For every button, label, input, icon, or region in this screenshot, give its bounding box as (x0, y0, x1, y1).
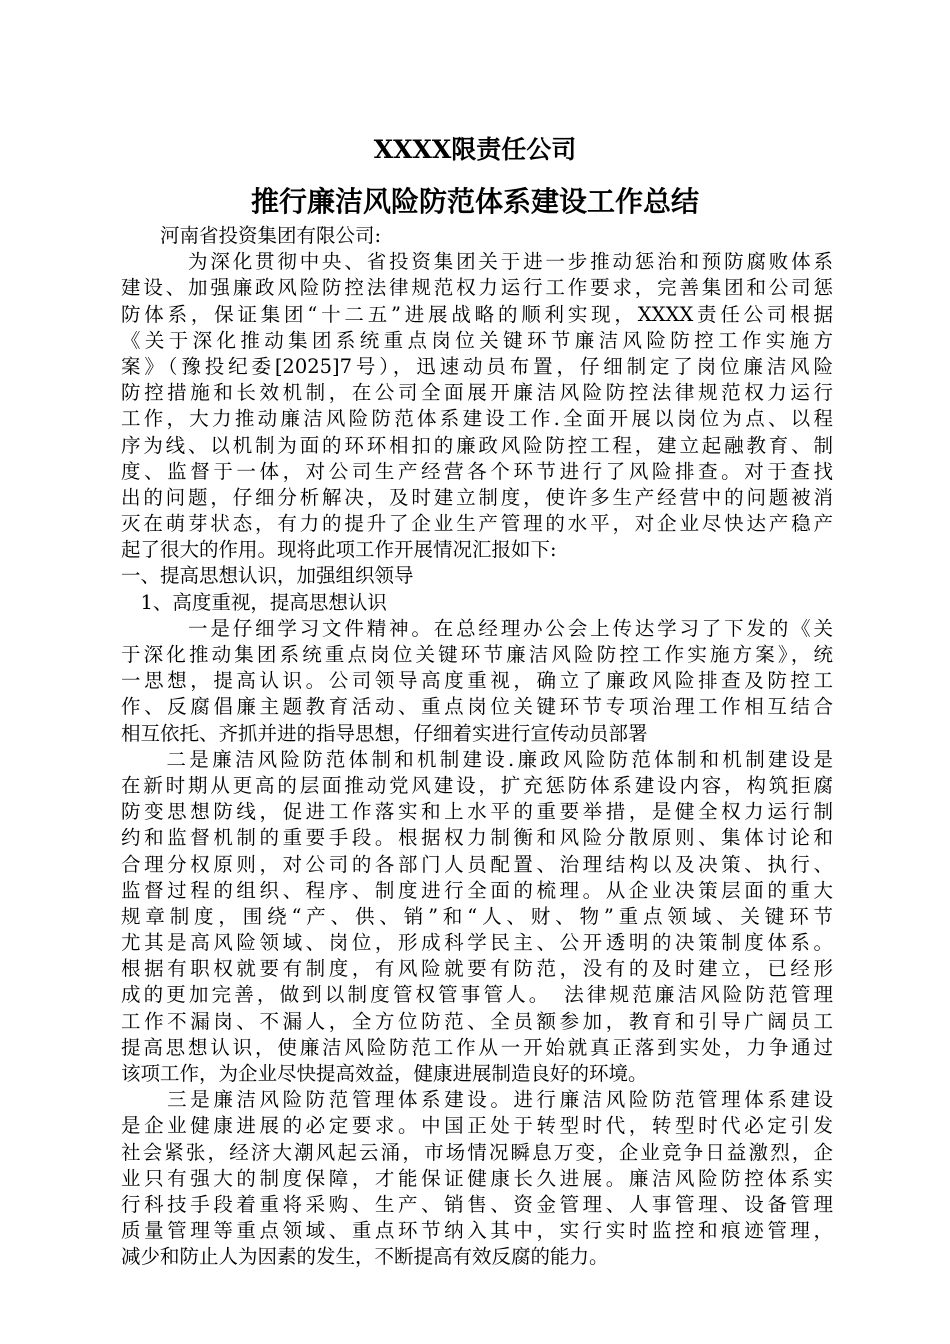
body-text-line: 根据有职权就要有制度，有风险就要有防范，没有的及时建立，已经形 (121, 957, 833, 981)
body-text-line: 合理分权原则，对公司的各部门人员配置、治理结构以及决策、执行、 (121, 852, 833, 876)
body-text-line: 起了很大的作用。现将此项工作开展情况汇报如下: (121, 538, 557, 562)
body-text-line: 成的更加完善，做到以制度管权管事管人。 法律规范廉洁风险防范管理 (121, 983, 833, 1007)
body-text-line: 1、高度重视，提高思想认识 (121, 590, 387, 614)
body-text-line: 工作，大力推动廉洁风险防范体系建设工作.全面开展以岗位为点、以程 (121, 407, 833, 431)
body-text-line: 作、反腐倡廉主题教育活动、重点岗位关键环节专项治理工作相互结合 (121, 695, 833, 719)
body-text-line: 灭在萌芽状态，有力的提升了企业生产管理的水平，对企业尽快达产稳产 (121, 512, 833, 536)
body-text-line: 相互依托、齐抓并进的指导思想，仔细着实进行宣传动员部署 (121, 721, 648, 745)
body-text-line: 业只有强大的制度保障，才能保证健康长久进展。廉洁风险防控体系实 (121, 1166, 833, 1190)
body-text-line: 该项工作，为企业尽快提高效益，健康进展制造良好的环境。 (121, 1062, 648, 1085)
body-text-line: 监督过程的组织、程序、制度进行全面的梳理。从企业决策层面的重大 (121, 878, 833, 902)
body-text-line: 规章制度，围绕“产、供、销”和“人、财、物”重点领域、关键环节 (121, 904, 833, 928)
body-text-line: 防体系，保证集团“十二五”进展战略的顺利实现，XXXX责任公司根据 (121, 302, 833, 326)
body-text-line: 案》（豫投纪委[2025]7号），迅速动员布置，仔细制定了岗位廉洁风险 (121, 354, 833, 378)
body-text-line: 三是廉洁风险防范管理体系建设。进行廉洁风险防范管理体系建设 (121, 1088, 833, 1112)
body-text-line: 一、提高思想认识，加强组织领导 (121, 564, 414, 588)
body-text-line: 二是廉洁风险防范体制和机制建设.廉政风险防范体制和机制建设是 (121, 747, 833, 771)
body-text-line: 于深化推动集团系统重点岗位关键环节廉洁风险防控工作实施方案》，统 (121, 643, 833, 666)
body-text-line: 一是仔细学习文件精神。在总经理办公会上传达学习了下发的《关 (121, 616, 833, 640)
body-text-line: 度、监督于一体，对公司生产经营各个环节进行了风险排查。对于查找 (121, 459, 833, 483)
document-title-company: XXXX限责任公司 (373, 135, 577, 164)
document-title-main: 推行廉洁风险防范体系建设工作总结 (250, 185, 699, 218)
body-text-line: 行科技手段着重将采购、生产、销售、资金管理、人事管理、设备管理 (121, 1192, 833, 1216)
body-text-line: 建设、加强廉政风险防控法律规范权力运行工作要求，完善集团和公司惩 (121, 276, 833, 300)
body-text-line: 工作不漏岗、不漏人，全方位防范、全员额参加，教育和引导广阔员工 (121, 1009, 833, 1033)
body-text-line: 尤其是高风险领域、岗位，形成科学民主、公开透明的决策制度体系。 (121, 931, 833, 955)
body-text-line: 提高思想认识，使廉洁风险防范工作从一开始就真正落到实处，力争通过 (121, 1035, 833, 1059)
body-text-line: 是企业健康进展的必定要求。中国正处于转型时代，转型时代必定引发 (121, 1114, 833, 1138)
body-text-line: 序为线、以机制为面的环环相扣的廉政风险防控工程，建立起融教育、制 (121, 433, 833, 457)
body-text-line: 质量管理等重点领域、重点环节纳入其中，实行实时监控和痕迹管理， (121, 1219, 833, 1243)
body-text-line: 约和监督机制的重要手段。根据权力制衡和风险分散原则、集体讨论和 (121, 826, 833, 850)
document-body (121, 223, 833, 1271)
body-text-line: 出的问题，仔细分析解决，及时建立制度，使许多生产经营中的问题被消 (121, 485, 833, 509)
body-text-line: 防控措施和长效机制，在公司全面展开廉洁风险防控法律规范权力运行 (121, 381, 833, 405)
body-text-line: 减少和防止人为因素的发生，不断提高有效反腐的能力。 (121, 1245, 609, 1269)
body-text-line: 防变思想防线，促进工作落实和上水平的重要举措，是健全权力运行制 (121, 800, 833, 824)
body-text-line: 《关于深化推动集团系统重点岗位关键环节廉洁风险防控工作实施方 (121, 328, 833, 352)
body-text-line: 为深化贯彻中央、省投资集团关于进一步推动惩治和预防腐败体系 (121, 250, 833, 274)
body-text-line: 一思想，提高认识。公司领导高度重视，确立了廉政风险排查及防控工 (121, 669, 833, 693)
body-text-line: 社会紧张，经济大潮风起云涌，市场情况瞬息万变，企业竞争日益激烈，企 (121, 1140, 833, 1164)
body-text-line: 在新时期从更高的层面推动党风建设，扩充惩防体系建设内容，构筑拒腐 (121, 773, 833, 797)
body-text-line: 河南省投资集团有限公司: (121, 224, 382, 247)
